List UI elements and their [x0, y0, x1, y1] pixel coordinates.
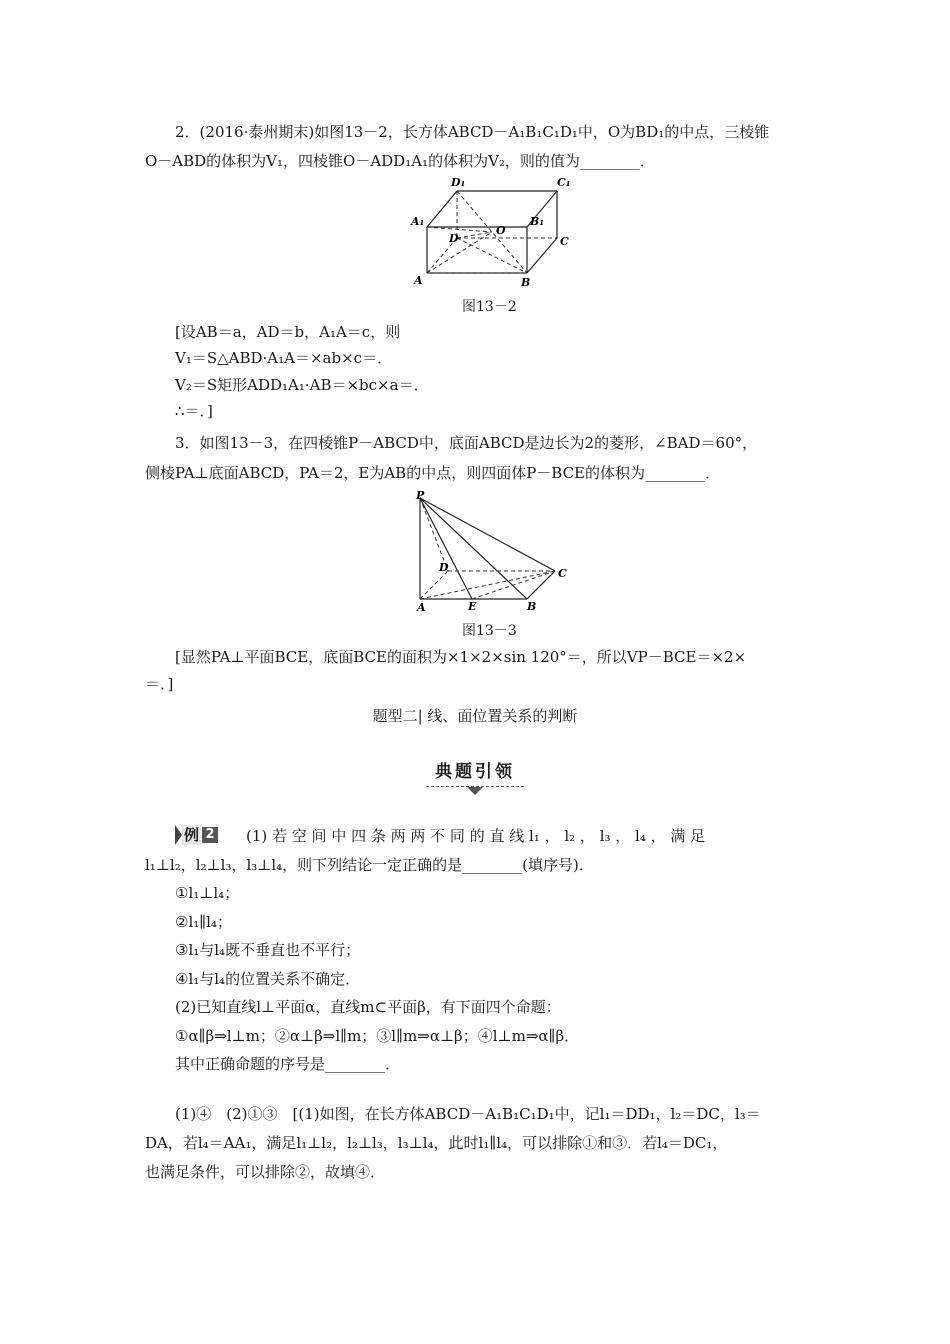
example-option-3: ③l₁与l₄既不垂直也不平行； — [175, 941, 361, 959]
q2-solution-1: [设AB＝a，AD＝b，A₁A＝c，则 — [175, 323, 401, 341]
example-badge — [175, 825, 218, 845]
fig2-label-b: B — [521, 276, 531, 289]
example-line-1: (1) 若 空 间 中 四 条 两 两 不 同 的 直 线 l₁ ， l₂ ， l₃ ， l₄ ， 满 足 — [246, 827, 706, 845]
fig3-label-c: C — [558, 567, 567, 580]
fig3-label-p: P — [416, 489, 425, 502]
section-title: 题型二| 线、面位置关系的判断 — [372, 707, 578, 725]
q3-line-2: 侧棱PA⊥底面ABCD，PA＝2，E为AB的中点，则四面体P－BCE的体积为________． — [145, 464, 721, 482]
figure-13-2 — [400, 172, 590, 292]
example-part2-line-1: (2)已知直线l⊥平面α，直线m⊂平面β，有下面四个命题： — [175, 998, 561, 1016]
example-badge-word: 例 — [184, 826, 200, 844]
banner-down-arrow-icon — [467, 787, 483, 795]
q2-line-2: O－ABD的体积为V₁，四棱锥O－ADD₁A₁的体积为V₂，则的值为________． — [145, 152, 655, 170]
fig2-label-d1: D₁ — [451, 176, 466, 189]
example-option-1: ①l₁⊥l₄； — [175, 884, 240, 902]
example-part2-line-3: 其中正确命题的序号是________． — [175, 1055, 401, 1073]
q3-solution-2: ＝．] — [145, 675, 174, 693]
fig2-label-c: C — [560, 235, 569, 248]
fig2-label-b1: B₁ — [530, 215, 545, 228]
example-option-4: ④l₁与l₄的位置关系不确定． — [175, 970, 361, 988]
fig2-label-a: A — [414, 274, 423, 287]
section-banner — [420, 757, 530, 795]
fig3-label-b: B — [527, 600, 537, 613]
q3-solution-1: [显然PA⊥平面BCE，底面BCE的面积为×1×2×sin 120°＝，所以VP－BCE＝×2× — [175, 648, 747, 666]
q3-line-1: 3．如图13－3，在四棱锥P－ABCD中，底面ABCD是边长为2的菱形，∠BAD＝60°， — [175, 434, 758, 452]
figure-13-3-caption: 图13－3 — [462, 623, 517, 639]
answer-line-3: 也满足条件，可以排除②，故填④． — [145, 1163, 386, 1181]
fig2-label-d: D — [449, 232, 459, 245]
fig2-label-a1: A₁ — [411, 215, 425, 228]
q2-line-1: 2．(2016·泰州期末)如图13－2，长方体ABCD－A₁B₁C₁D₁中，O为BD₁的中点，三棱锥 — [175, 123, 770, 141]
fig3-label-d: D — [439, 561, 449, 574]
example-option-2: ②l₁∥l₄； — [175, 913, 232, 931]
q2-solution-3: V₂＝S矩形ADD₁A₁·AB＝×bc×a＝． — [175, 376, 429, 394]
q2-solution-4: ∴＝．] — [175, 402, 213, 420]
example-arrow-icon — [175, 825, 182, 845]
q2-solution-2: V₁＝S△ABD·A₁A＝×ab×c＝． — [175, 349, 393, 367]
answer-line-1: (1)④ (2)①③ [(1)如图，在长方体ABCD－A₁B₁C₁D₁中，记l₁＝DD₁，l₂＝DC，l₃＝ — [175, 1105, 761, 1123]
example-badge-number: 2 — [202, 827, 218, 843]
fig3-label-e: E — [468, 600, 477, 613]
figure-13-3 — [408, 488, 578, 616]
fig2-label-o: O — [496, 224, 506, 237]
answer-line-2: DA，若l₄＝AA₁，满足l₁⊥l₂，l₂⊥l₃，l₃⊥l₄，此时l₁∥l₄，可以排除①和③．若l₄＝DC₁， — [145, 1134, 728, 1152]
example-line-2: l₁⊥l₂，l₂⊥l₃，l₃⊥l₄，则下列结论一定正确的是________(填序号)． — [145, 856, 594, 874]
banner-text: 典题引领 — [435, 762, 515, 782]
fig3-label-a: A — [417, 601, 426, 614]
figure-13-2-caption: 图13－2 — [462, 299, 517, 315]
fig2-label-c1: C₁ — [557, 176, 571, 189]
example-part2-line-2: ①α∥β⇒l⊥m；②α⊥β⇒l∥m；③l∥m⇒α⊥β；④l⊥m⇒α∥β． — [175, 1027, 580, 1045]
